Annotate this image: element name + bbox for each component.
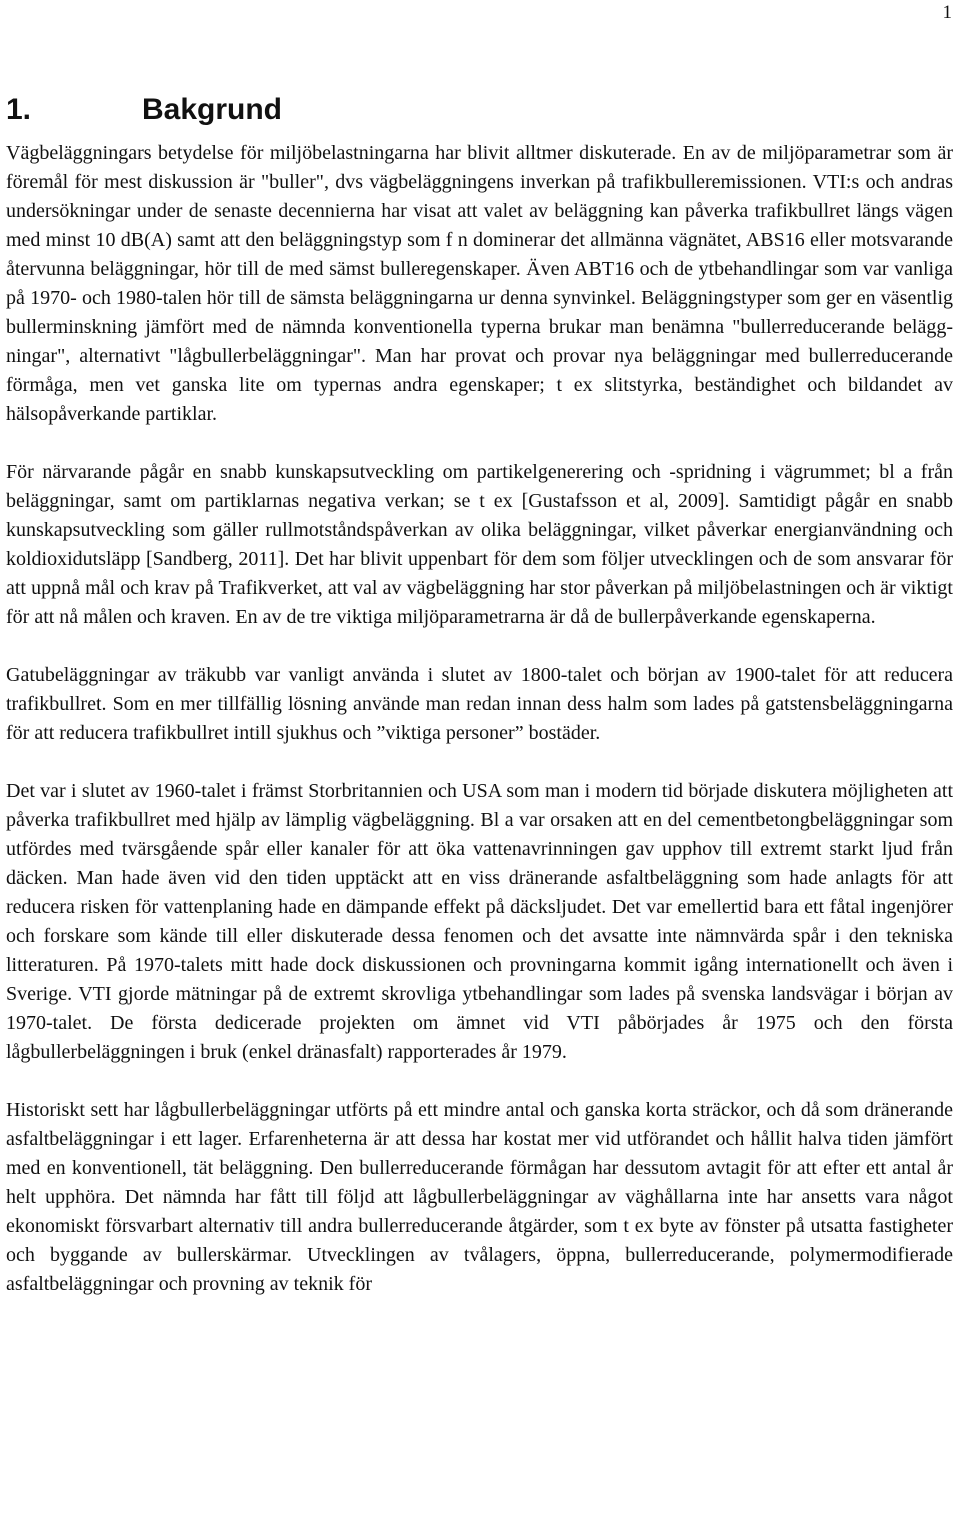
body-text xyxy=(6,139,953,1299)
section-heading xyxy=(6,92,282,128)
paragraph-3: Gatubeläggningar av träkubb var vanligt använda i slutet av 1800-talet och början av 1900-talet för att reducera trafikbullret. Som en mer tillfällig lösning använde man redan innan dess halm som lades på gatstensbeläggningarna för att reducera trafikbullret intill sjukhus och ”viktiga personer” bostäder. xyxy=(6,664,953,744)
paragraph-5: Historiskt sett har lågbullerbeläggningar utförts på ett mindre antal och ganska korta sträckor, och då som dränerande asfaltbeläggningar i ett lager. Erfarenheterna är att dessa har kostat mer vid utförandet och hållit halva tiden jämfört med en konventionell, tät beläggning. Den bullerreducerande förmågan har dessutom avtagit för att efter ett antal år helt upphöra. Det nämnda har fått till följd att lågbullerbeläggningar av väghållarna inte har ansetts vara något ekonomiskt försvarbart alternativ till andra bullerreducerande åtgärder, som t ex byte av fönster på utsatta fastigheter och byggande av bullerskärmar. Utvecklingen av tvålagers, öppna, bullerreducerande, polymermodifierade asfaltbeläggningar och provning av teknik för xyxy=(6,1099,953,1295)
paragraph-1: Vägbeläggningars betydelse för miljöbelastningarna har blivit alltmer diskuterade. En av de miljöparametrar som är föremål för mest diskussion är "buller", dvs vägbeläggningens inverkan på trafikbulleremissionen. VTI:s och andras undersökningar under de senaste decennierna har visat att valet av beläggning kan påverka trafikbullret längs vägen med minst 10 dB(A) samt att den beläggningstyp som f n dominerar det allmänna vägnätet, ABS16 eller motsvarande återvunna beläggningar, hör till de med sämst bulleregenskaper. Även ABT16 och de ytbehandlingar som var vanliga på 1970- och 1980-talen hör till de sämsta beläggningarna ur denna synvinkel. Beläggningstyper som ger en väsentlig bullerminskning jämfört med de nämnda konventionella typerna brukar man benämna "bullerreducerande beläggningar", alternativt "lågbullerbeläggningar". Man har provat och provar nya beläggningar med bullerreducerande förmåga, men vet ganska lite om typernas andra egenskaper; t ex slitstyrka, beständighet och bildandet av hälsopåverkande partiklar. xyxy=(6,142,953,425)
paragraph-2: För närvarande pågår en snabb kunskapsutveckling om partikelgenerering och -spridning i vägrummet; bl a från beläggningar, samt om partiklarnas negativa verkan; se t ex [Gustafsson et al, 2009]. Samtidigt pågår en snabb kunskapsutveckling som gäller rullmotståndspåverkan av olika beläggningar, vilket påverkar energianvändning och koldioxidutsläpp [Sandberg, 2011]. Det har blivit uppenbart för dem som följer utvecklingen och de som ansvarar för att uppnå mål och krav på Trafikverket, att val av vägbeläggning har stor påverkan på miljöbelastningen och är viktigt för att nå målen och kraven. En av de tre viktiga miljöparametrarna är då de bullerpåverkande egenskaperna. xyxy=(6,461,953,628)
section-number: 1. xyxy=(6,93,32,126)
paragraph-4: Det var i slutet av 1960-talet i främst Storbritannien och USA som man i modern tid började diskutera möjligheten att påverka trafikbullret med hjälp av lämplig vägbeläggning. Bl a var orsaken att en del cementbetongbeläggningar som utfördes med tvärsgående spår eller kanaler för att öka vattenavrinningen gav upphov till extremt starkt ljud från däcken. Man hade även vid den tiden upptäckt att en viss dränerande asfaltbeläggning som hade anlagts för att reducera risken för vattenplaning hade en dämpande effekt på däcksljudet. Det var emellertid bara ett fåtal ingenjörer och forskare som kände till eller diskuterade dessa fenomen och det avsatte inte nämnvärda spår i den tekniska litteraturen. På 1970-talets mitt hade dock diskussionen och provningarna kommit igång internationellt och även i Sverige. VTI gjorde mätningar på de extremt skrovliga ytbehandlingar som lades på svenska landsvägar i början av 1970-talet. De första dedicerade projekten om ämnet vid VTI påbörjades år 1975 och den första lågbullerbeläggningen i bruk (enkel dränasfalt) rapporterades år 1979. xyxy=(6,780,953,1063)
page-number: 1 xyxy=(942,2,952,23)
section-title: Bakgrund xyxy=(142,93,283,126)
